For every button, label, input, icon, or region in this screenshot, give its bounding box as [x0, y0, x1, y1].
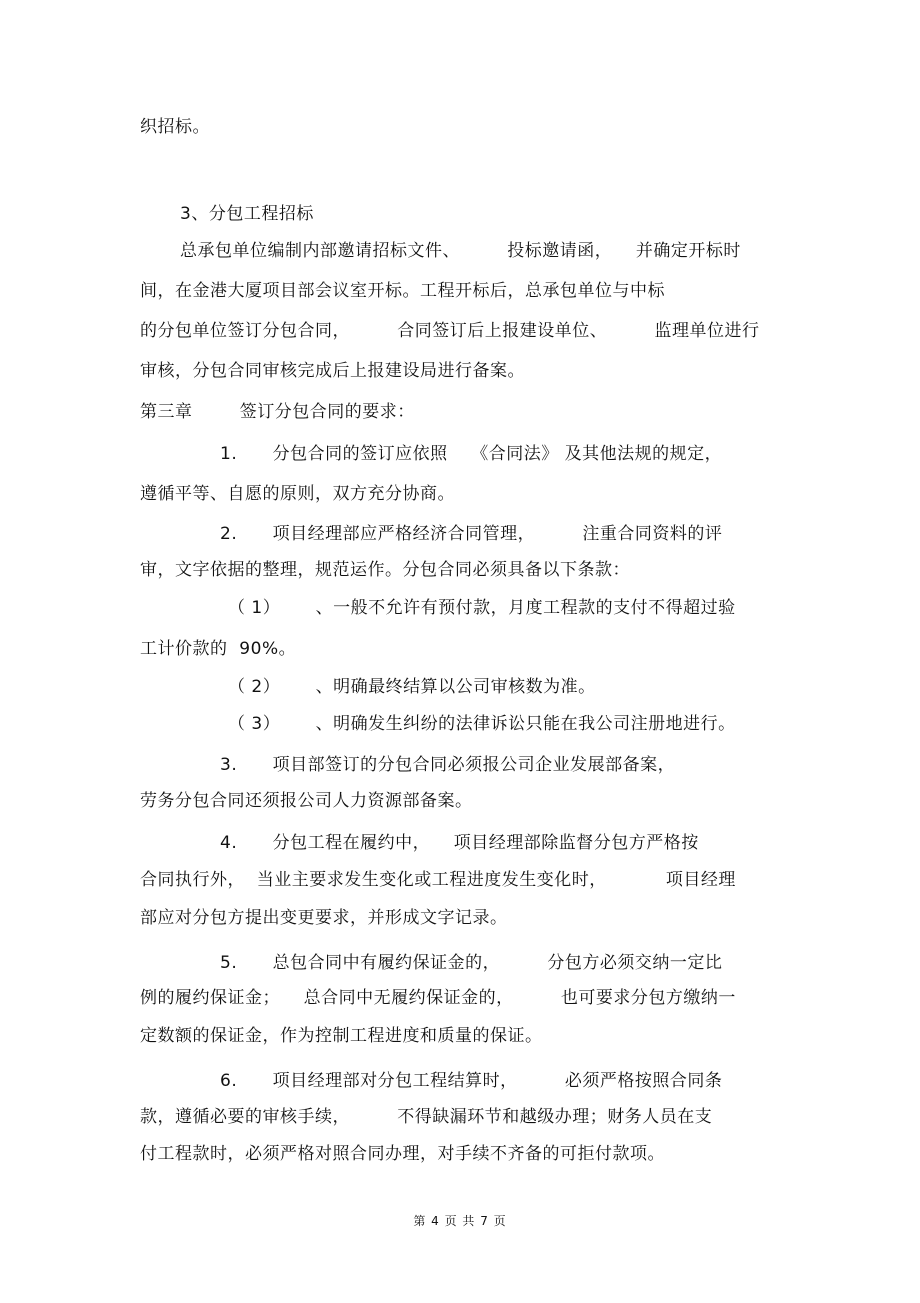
text-line: 1. 分包合同的签订应依照 《合同法》 及其他法规的规定，	[220, 444, 723, 464]
page-number-footer: 第 4 页 共 7 页	[413, 1214, 507, 1228]
text-line: 2. 项目经理部应严格经济合同管理， 注重合同资料的评	[220, 524, 723, 544]
text-line: （ 3） 、明确发生纠纷的法律诉讼只能在我公司注册地进行。	[228, 714, 736, 734]
text-line: 遵循平等、自愿的原则，双方充分协商。	[140, 484, 455, 504]
section-heading: 3、分包工程招标	[180, 204, 314, 224]
text-line: 工计价款的 90%。	[140, 639, 297, 659]
text-line: 织招标。	[140, 117, 210, 137]
chapter-heading: 第三章 签订分包合同的要求：	[140, 402, 415, 422]
text-line: 4. 分包工程在履约中， 项目经理部除监督分包方严格按	[220, 833, 699, 853]
text-line: 3. 项目部签订的分包合同必须报公司企业发展部备案，	[220, 755, 676, 775]
text-line: 6. 项目经理部对分包工程结算时， 必须严格按照合同条	[220, 1071, 723, 1091]
text-line: 款，遵循必要的审核手续， 不得缺漏环节和越级办理；财务人员在支	[140, 1107, 713, 1127]
text-line: 间，在金港大厦项目部会议室开标。工程开标后，总承包单位与中标	[140, 281, 665, 301]
text-line: （ 1） 、一般不允许有预付款，月度工程款的支付不得超过验	[228, 598, 736, 618]
text-line: （ 2） 、明确最终结算以公司审核数为准。	[228, 677, 596, 697]
text-line: 的分包单位签订分包合同， 合同签订后上报建设单位、 监理单位进行	[140, 321, 760, 341]
text-line: 5. 总包合同中有履约保证金的， 分包方必须交纳一定比	[220, 953, 723, 973]
text-line: 劳务分包合同还须报公司人力资源部备案。	[140, 791, 473, 811]
text-line: 例的履约保证金； 总合同中无履约保证金的， 也可要求分包方缴纳一	[140, 988, 736, 1008]
text-line: 合同执行外， 当业主要求发生变化或工程进度发生变化时， 项目经理	[140, 870, 736, 890]
text-line: 审核，分包合同审核完成后上报建设局进行备案。	[140, 361, 525, 381]
text-line: 审，文字依据的整理，规范运作。分包合同必须具备以下条款：	[140, 560, 630, 580]
text-line: 部应对分包方提出变更要求，并形成文字记录。	[140, 908, 508, 928]
text-line: 付工程款时，必须严格对照合同办理，对手续不齐备的可拒付款项。	[140, 1144, 665, 1164]
text-line: 定数额的保证金，作为控制工程进度和质量的保证。	[140, 1026, 543, 1046]
text-line: 总承包单位编制内部邀请招标文件、 投标邀请函， 并确定开标时	[180, 241, 741, 261]
